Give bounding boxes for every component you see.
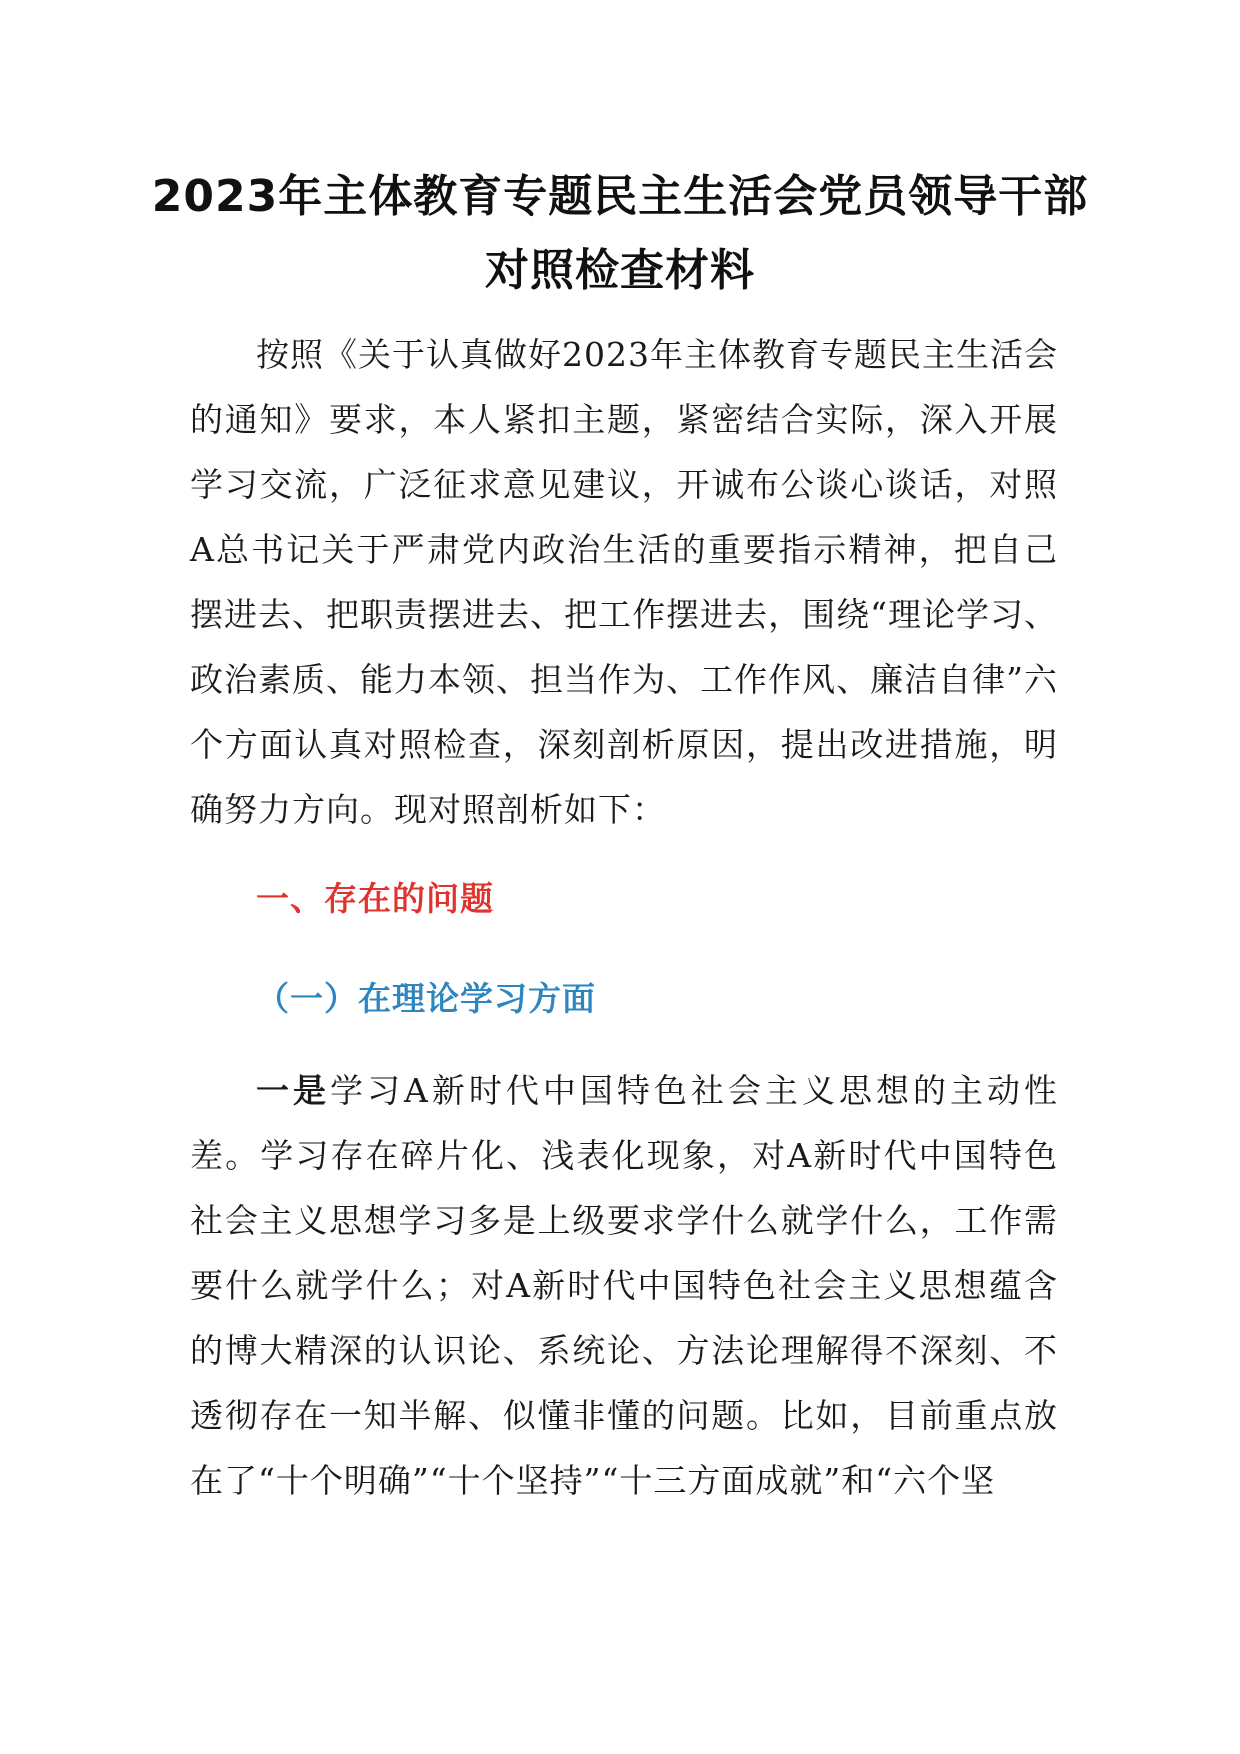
intro-paragraph: 按照《关于认真做好2023年主体教育专题民主生活会的通知》要求，本人紧扣主题，紧密结合实际，深入开展学习交流，广泛征求意见建议，开诚布公谈心谈话，对照A总书记关于严肃党内政治生活的重要指示精神，把自己摆进去、把职责摆进去、把工作摆进去，围绕“理论学习、政治素质、能力本领、担当作为、工作作风、廉洁自律”六个方面认真对照检查，深刻剖析原因，提出改进措施，明确努力方向。现对照剖析如下： [190,335,1058,829]
body-paragraph [190,1058,1058,1513]
document-title: 2023年主体教育专题民主生活会党员领导干部对照检查材料 [151,171,1089,296]
paragraph-lead: 一是 [256,1071,331,1110]
section-heading: 一、存在的问题 [256,879,494,918]
subsection-heading: （一）在理论学习方面 [256,979,596,1018]
paragraph-text: 学习A新时代中国特色社会主义思想的主动性差。学习存在碎片化、浅表化现象，对A新时代中国特色社会主义思想学习多是上级要求学什么就学什么，工作需要什么就学什么；对A新时代中国特色社会主义思想蕴含的博大精深的认识论、系统论、方法论理解得不深刻、不透彻存在一知半解、似懂非懂的问题。比如，目前重点放在了“十个明确”“十个坚持”“十三方面成就”和“六个坚 [190,1071,1058,1500]
